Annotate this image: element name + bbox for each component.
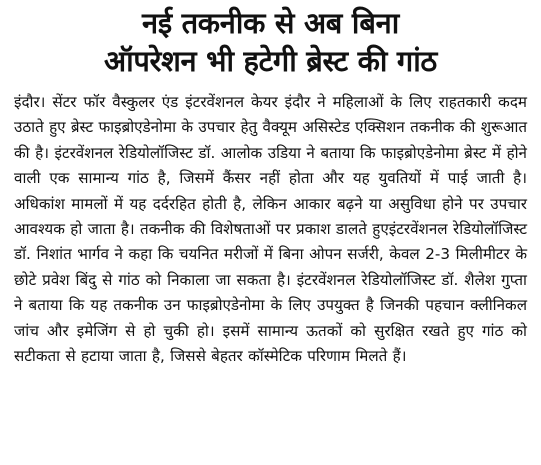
headline bbox=[14, 4, 527, 80]
article-body bbox=[14, 90, 527, 369]
headline-line-1: नई तकनीक से अब बिना bbox=[142, 6, 399, 40]
article-paragraph: इंदौर। सेंटर फॉर वैस्कुलर एंड इंटरवेंशनल केयर इंदौर ने महिलाओं के लिए राहतकारी कदम उठाते हुए ब्रेस्ट फाइब्रोएडेनोमा के उपचार हेतु वैक्यूम असिस्टेड एक्सिशन तकनीक की शुरूआत की है। इंटरवेंशनल रेडियोलॉजिस्ट डॉ. आलोक उडिया ने बताया कि फाइब्रोएडेनोमा ब्रेस्ट में होने वाली एक सामान्य गांठ है, जिसमें कैंसर नहीं होता और यह युवतियों में पाई जाती है। अधिकांश मामलों में यह दर्दरहित होती है, लेकिन आकार बढ़ने या असुविधा होने पर उपचार आवश्यक हो जाता है। तकनीक की विशेषताओं पर प्रकाश डालते हुएइंटरवेंशनल रेडियोलॉजिस्ट डॉ. निशांत भार्गव ने कहा कि चयनित मरीजों में बिना ओपन सर्जरी, केवल 2-3 मिलीमीटर के छोटे प्रवेश बिंदु से गांठ को निकाला जा सकता है। इंटरवेंशनल रेडियोलॉजिस्ट डॉ. शैलेश गुप्ता ने बताया कि यह तकनीक उन फाइब्रोएडेनोमा के लिए उपयुक्त है जिनकी पहचान क्लीनिकल जांच और इमेजिंग से हो चुकी हो। इसमें सामान्य ऊतकों को सुरक्षित रखते हुए गांठ को सटीकता से हटाया जाता है, जिससे बेहतर कॉस्मेटिक परिणाम मिलते हैं। bbox=[14, 93, 527, 366]
headline-line-2: ऑपरेशन भी हटेगी ब्रेस्ट की गांठ bbox=[104, 44, 437, 78]
